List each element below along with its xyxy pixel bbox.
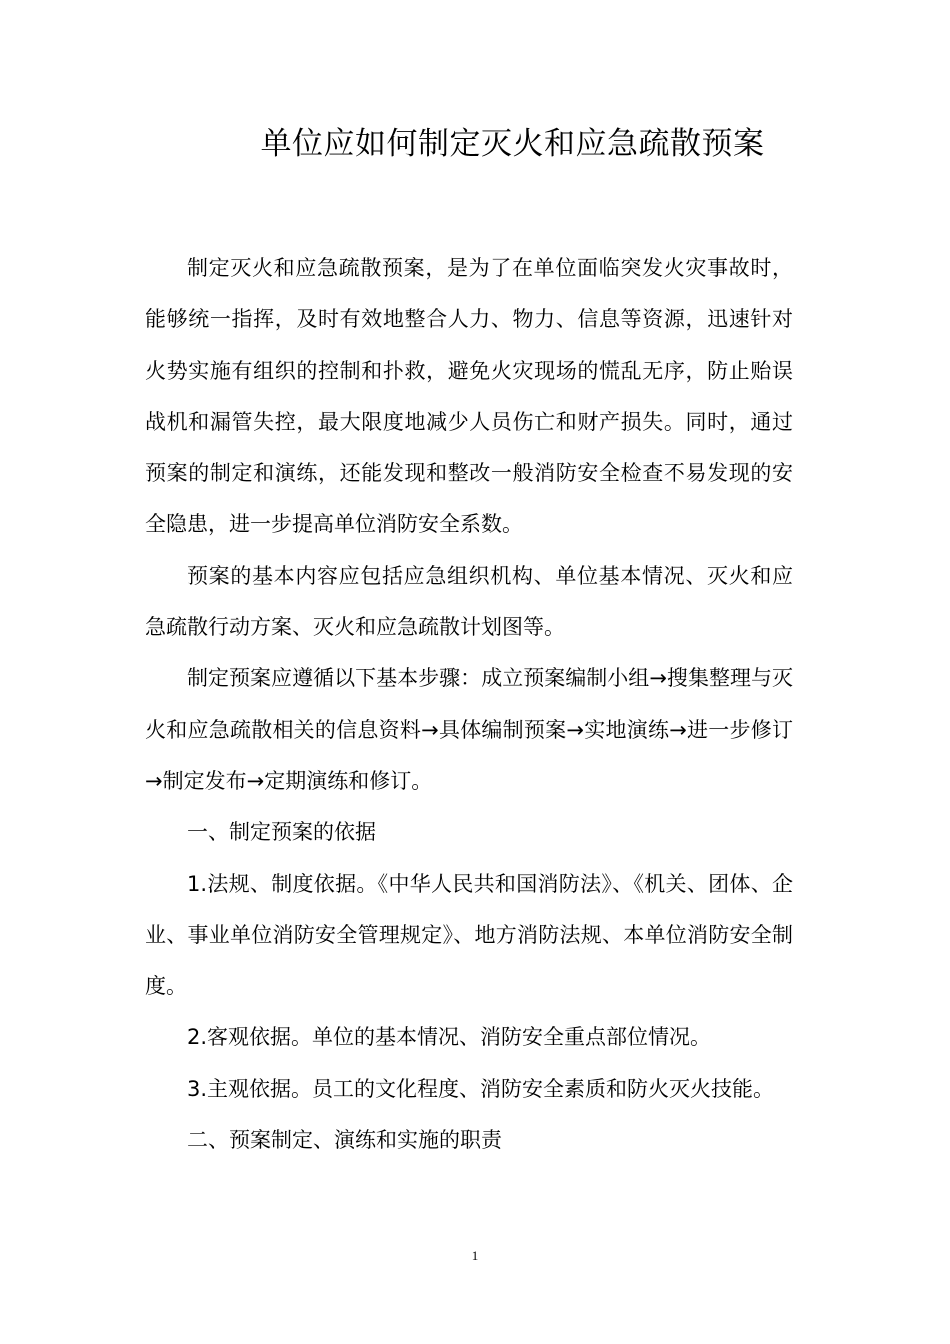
basis-item-subjective: 3.主观依据。员工的文化程度、消防安全素质和防火灭火技能。 [187, 1076, 775, 1101]
plan-steps-paragraph: 制定预案应遵循以下基本步骤：成立预案编制小组→搜集整理与灭火和应急疏散相关的信息资料→具体编制预案→实地演练→进一步修订→制定发布→定期演练和修订。 [145, 666, 793, 793]
document-title: 单位应如何制定灭火和应急疏散预案 [260, 126, 765, 162]
intro-paragraph: 制定灭火和应急疏散预案，是为了在单位面临突发火灾事故时，能够统一指挥，及时有效地整合人力、物力、信息等资源，迅速针对火势实施有组织的控制和扑救，避免火灾现场的慌乱无序，防止贻误战机和漏管失控，最大限度地减少人员伤亡和财产损失。同时，通过预案的制定和演练，还能发现和整改一般消防安全检查不易发现的安全隐患，进一步提高单位消防安全系数。 [145, 256, 793, 537]
plan-content-paragraph: 预案的基本内容应包括应急组织机构、单位基本情况、灭火和应急疏散行动方案、灭火和应急疏散计划图等。 [145, 563, 793, 640]
page-number: 1 [471, 1248, 479, 1263]
document-body [145, 243, 793, 1166]
basis-item-objective: 2.客观依据。单位的基本情况、消防安全重点部位情况。 [187, 1025, 712, 1050]
section-heading-basis: 一、制定预案的依据 [187, 820, 376, 845]
basis-item-legal: 1.法规、制度依据。《中华人民共和国消防法》、《机关、团体、企业、事业单位消防安全管理规定》、地方消防法规、本单位消防安全制度。 [145, 871, 793, 999]
section-heading-duties: 二、预案制定、演练和实施的职责 [187, 1128, 502, 1153]
